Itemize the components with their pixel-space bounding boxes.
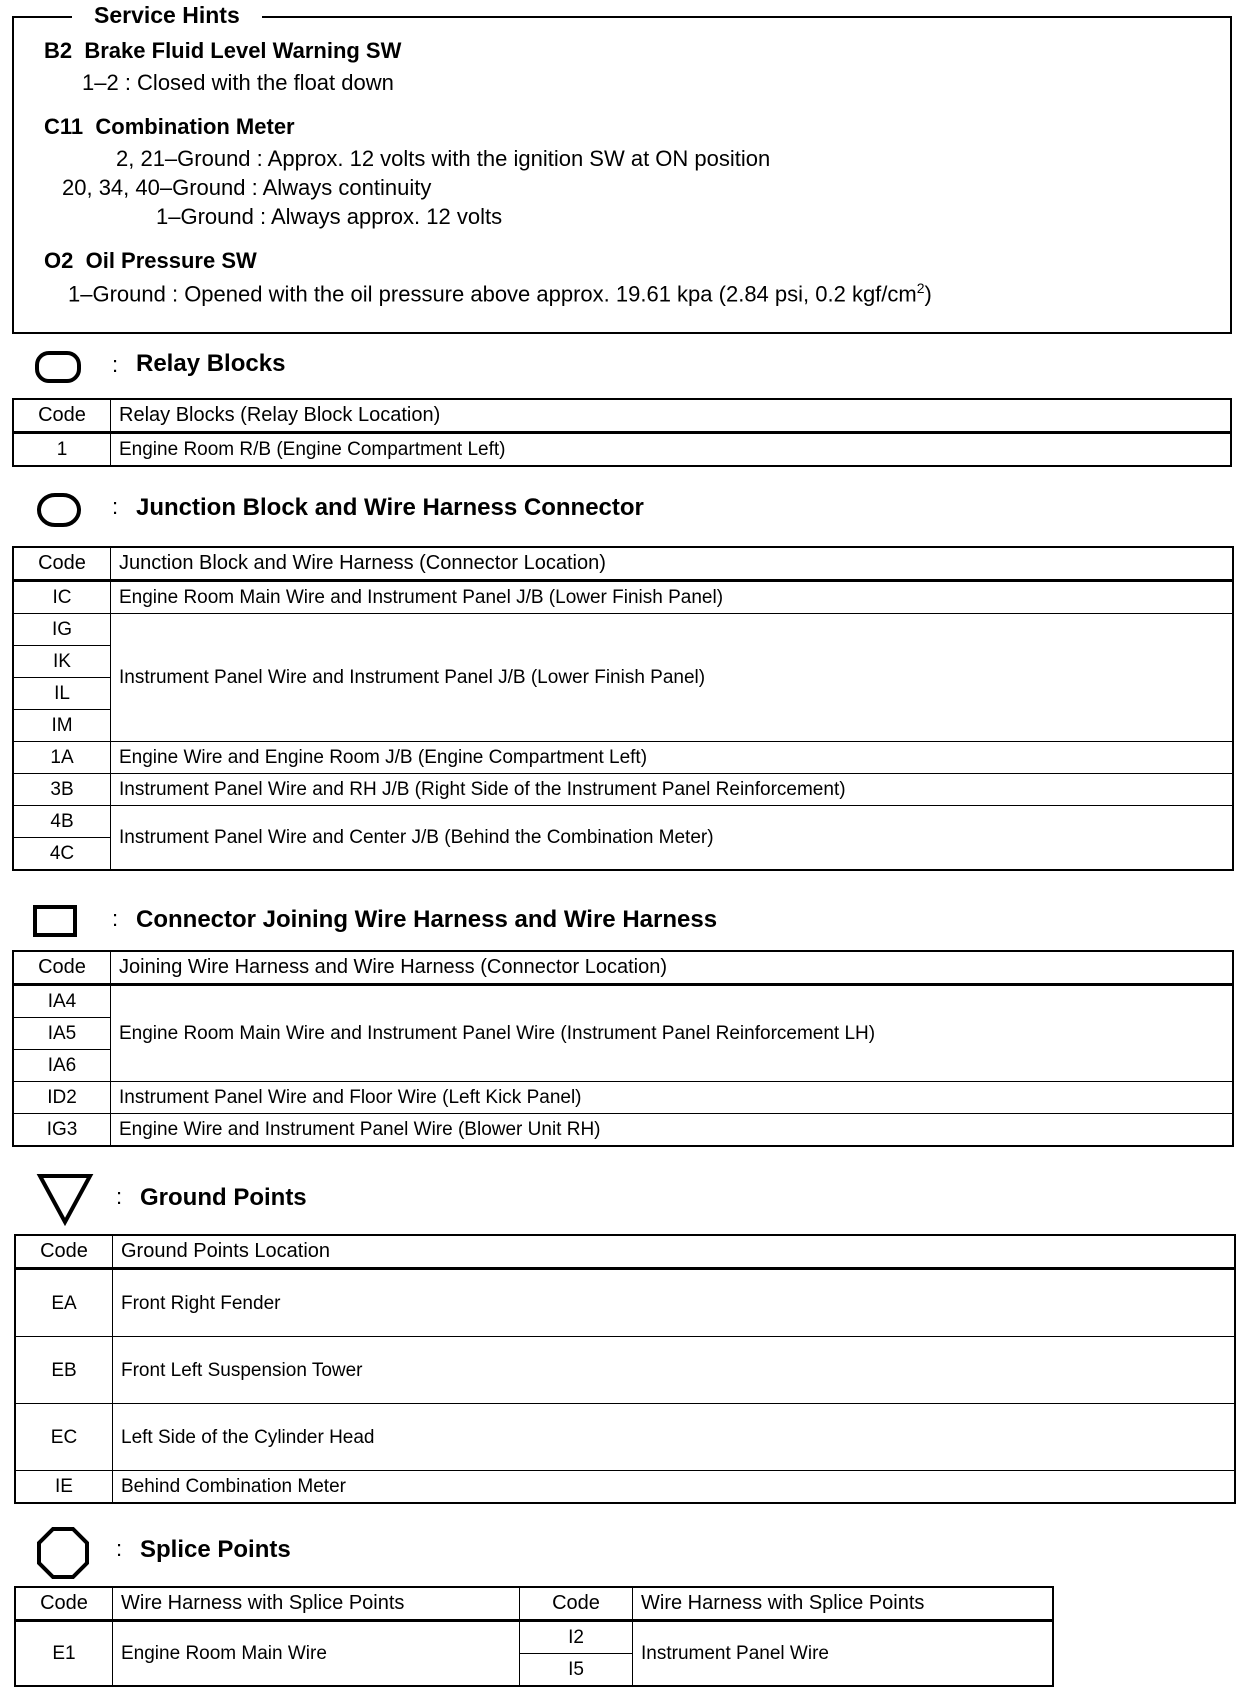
ground-points-title: Ground Points bbox=[140, 1184, 307, 1211]
hint-c11-line: 2, 21–Ground : Approx. 12 volts with the ignition SW at ON position bbox=[116, 146, 771, 171]
location-cell: Engine Room Main Wire and Instrument Panel Wire (Instrument Panel Reinforcement LH) bbox=[111, 985, 1234, 1082]
hint-b2-id: B2 bbox=[44, 38, 73, 63]
code-cell: EA bbox=[15, 1269, 113, 1337]
header-code: Code bbox=[15, 1235, 113, 1269]
service-hints-title: Service Hints bbox=[72, 0, 262, 30]
relay-blocks-title: Relay Blocks bbox=[136, 350, 286, 377]
rounded-rectangle-icon bbox=[34, 350, 82, 384]
header-location: Relay Blocks (Relay Block Location) bbox=[111, 399, 1232, 433]
triangle-down-icon bbox=[36, 1172, 94, 1226]
separator: : bbox=[116, 1184, 123, 1209]
code-cell: 1A bbox=[13, 742, 111, 774]
header-location: Junction Block and Wire Harness (Connector Location) bbox=[111, 547, 1234, 581]
table-row bbox=[13, 581, 1233, 614]
hint-o2-superscript: 2 bbox=[916, 280, 925, 296]
separator: : bbox=[116, 1536, 123, 1561]
hint-o2-line-end: ) bbox=[924, 281, 932, 307]
wire-harness-cell: Instrument Panel Wire bbox=[633, 1621, 1054, 1687]
separator: : bbox=[112, 906, 119, 931]
octagon-icon bbox=[36, 1526, 90, 1580]
code-cell: IM bbox=[13, 710, 111, 742]
hint-c11-line: 20, 34, 40–Ground : Always continuity bbox=[62, 175, 432, 200]
hint-o2-name: Oil Pressure SW bbox=[85, 248, 257, 273]
code-cell: I2 bbox=[520, 1621, 633, 1654]
table-row bbox=[15, 1621, 1053, 1654]
table-header-row bbox=[15, 1235, 1235, 1269]
hint-c11-heading bbox=[44, 114, 295, 140]
location-cell: Engine Room R/B (Engine Compartment Left) bbox=[111, 433, 1232, 467]
table-row bbox=[13, 614, 1233, 646]
header-location: Ground Points Location bbox=[113, 1235, 1236, 1269]
code-cell: EB bbox=[15, 1337, 113, 1404]
hint-c11-line: 1–Ground : Always approx. 12 volts bbox=[156, 204, 503, 229]
location-cell: Left Side of the Cylinder Head bbox=[113, 1404, 1236, 1471]
table-row bbox=[13, 433, 1231, 467]
hint-c11-id: C11 bbox=[44, 114, 84, 139]
code-cell: IC bbox=[13, 581, 111, 614]
table-header-row bbox=[13, 399, 1231, 433]
header-code: Code bbox=[13, 399, 111, 433]
code-cell: IG bbox=[13, 614, 111, 646]
location-cell: Instrument Panel Wire and RH J/B (Right Side of the Instrument Panel Reinforcement) bbox=[111, 774, 1234, 806]
location-cell: Front Left Suspension Tower bbox=[113, 1337, 1236, 1404]
header-code: Code bbox=[13, 547, 111, 581]
code-cell: E1 bbox=[15, 1621, 113, 1687]
header-code: Code bbox=[15, 1587, 113, 1621]
table-header-row bbox=[15, 1587, 1053, 1621]
code-cell: IL bbox=[13, 678, 111, 710]
splice-points-title: Splice Points bbox=[140, 1536, 291, 1563]
hint-o2-id: O2 bbox=[44, 248, 74, 273]
location-cell: Engine Wire and Instrument Panel Wire (Blower Unit RH) bbox=[111, 1114, 1234, 1147]
code-cell: IA6 bbox=[13, 1050, 111, 1082]
table-row bbox=[13, 774, 1233, 806]
table-row bbox=[15, 1471, 1235, 1504]
location-cell: Instrument Panel Wire and Floor Wire (Left Kick Panel) bbox=[111, 1082, 1234, 1114]
table-row bbox=[13, 742, 1233, 774]
splice-points-table bbox=[14, 1586, 1054, 1687]
oval-icon bbox=[36, 492, 82, 528]
code-cell: 1 bbox=[13, 433, 111, 467]
rectangle-icon bbox=[32, 904, 78, 938]
table-row bbox=[15, 1269, 1235, 1337]
connectors-table bbox=[12, 950, 1234, 1147]
location-cell: Engine Wire and Engine Room J/B (Engine Compartment Left) bbox=[111, 742, 1234, 774]
separator: : bbox=[112, 352, 119, 377]
table-row bbox=[15, 1404, 1235, 1471]
relay-blocks-table bbox=[12, 398, 1232, 467]
hint-b2-line: 1–2 : Closed with the float down bbox=[82, 70, 394, 95]
code-cell: 4C bbox=[13, 838, 111, 871]
table-row bbox=[13, 985, 1233, 1018]
location-cell: Instrument Panel Wire and Center J/B (Behind the Combination Meter) bbox=[111, 806, 1234, 871]
code-cell: IE bbox=[15, 1471, 113, 1504]
junction-blocks-title: Junction Block and Wire Harness Connector bbox=[136, 494, 644, 521]
table-header-row bbox=[13, 547, 1233, 581]
hint-o2-heading bbox=[44, 248, 257, 274]
table-row bbox=[13, 806, 1233, 838]
header-location: Joining Wire Harness and Wire Harness (Connector Location) bbox=[111, 951, 1234, 985]
code-cell: IK bbox=[13, 646, 111, 678]
separator: : bbox=[112, 494, 119, 519]
connectors-title: Connector Joining Wire Harness and Wire Harness bbox=[136, 906, 718, 933]
hint-b2-heading bbox=[44, 38, 401, 64]
location-cell: Instrument Panel Wire and Instrument Panel J/B (Lower Finish Panel) bbox=[111, 614, 1234, 742]
code-cell: EC bbox=[15, 1404, 113, 1471]
code-cell: IG3 bbox=[13, 1114, 111, 1147]
hint-o2-line bbox=[68, 280, 932, 307]
header-wire-harness: Wire Harness with Splice Points bbox=[113, 1587, 520, 1621]
table-header-row bbox=[13, 951, 1233, 985]
code-cell: I5 bbox=[520, 1654, 633, 1687]
table-row bbox=[13, 1114, 1233, 1147]
location-cell: Behind Combination Meter bbox=[113, 1471, 1236, 1504]
hint-o2-line-text: 1–Ground : Opened with the oil pressure above approx. 19.61 kpa (2.84 psi, 0.2 kgf/cm bbox=[68, 281, 917, 307]
header-code: Code bbox=[520, 1587, 633, 1621]
code-cell: IA5 bbox=[13, 1018, 111, 1050]
junction-blocks-table bbox=[12, 546, 1234, 871]
wire-harness-cell: Engine Room Main Wire bbox=[113, 1621, 520, 1687]
hint-c11-name: Combination Meter bbox=[95, 114, 295, 139]
hint-b2-name: Brake Fluid Level Warning SW bbox=[84, 38, 402, 63]
code-cell: 4B bbox=[13, 806, 111, 838]
location-cell: Front Right Fender bbox=[113, 1269, 1236, 1337]
ground-points-table bbox=[14, 1234, 1236, 1504]
header-wire-harness: Wire Harness with Splice Points bbox=[633, 1587, 1054, 1621]
code-cell: IA4 bbox=[13, 985, 111, 1018]
code-cell: 3B bbox=[13, 774, 111, 806]
table-row bbox=[13, 1082, 1233, 1114]
table-row bbox=[15, 1337, 1235, 1404]
location-cell: Engine Room Main Wire and Instrument Panel J/B (Lower Finish Panel) bbox=[111, 581, 1234, 614]
header-code: Code bbox=[13, 951, 111, 985]
code-cell: ID2 bbox=[13, 1082, 111, 1114]
